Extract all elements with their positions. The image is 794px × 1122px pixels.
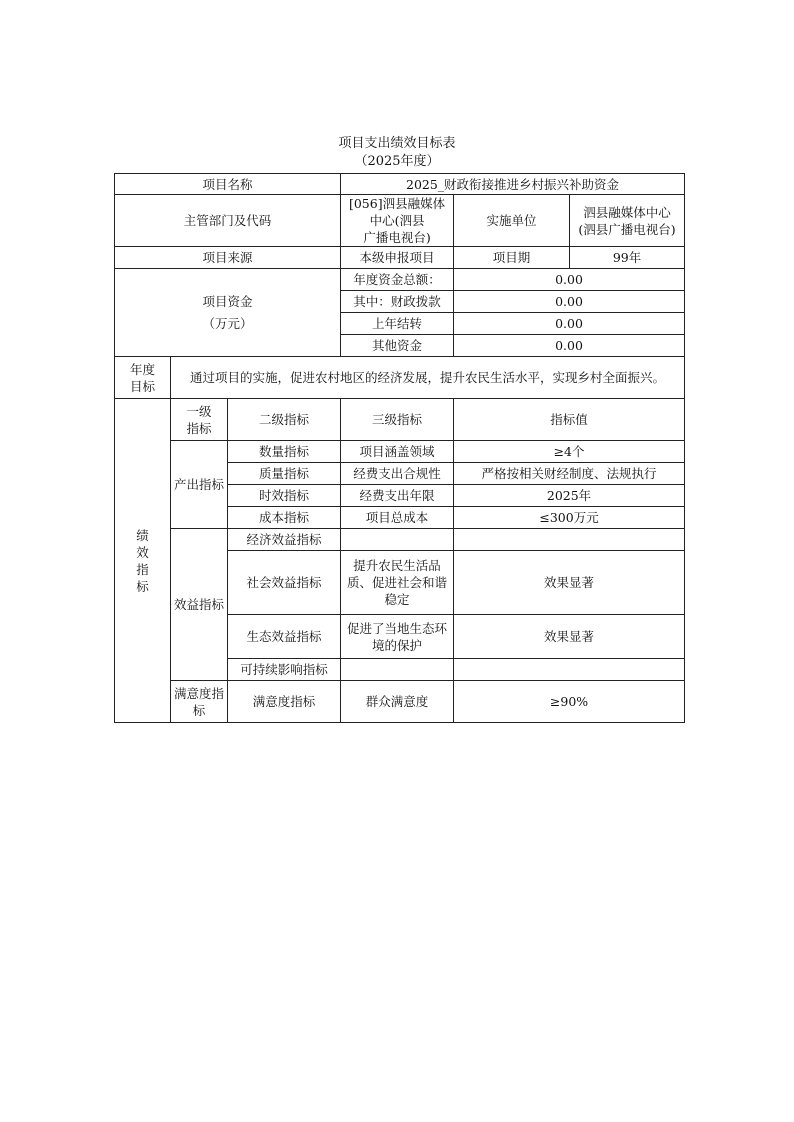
- carryover-value: 0.00: [454, 313, 685, 335]
- social-level3-line2: 质、促进社会和谐: [347, 575, 448, 590]
- goal-label-line1: 年度: [129, 361, 155, 377]
- goal-text: 通过项目的实施，促进农村地区的经济发展，提升农民生活水平，实现乡村全面振兴。: [171, 357, 685, 399]
- performance-label-char3: 指: [136, 561, 149, 577]
- benefit-indicator-label: 效益指标: [171, 529, 228, 681]
- row-department: [115, 195, 685, 247]
- social-level3-line1: 提升农民生活品: [353, 558, 441, 573]
- implementer-value: [570, 195, 685, 247]
- header-value: 指标值: [454, 399, 685, 441]
- header-level1: [171, 399, 228, 441]
- other-label: 其他资金: [341, 335, 454, 357]
- quantity-level3: 项目涵盖领域: [341, 441, 454, 463]
- timeliness-level3: 经费支出年限: [341, 485, 454, 507]
- sustainable-level2: 可持续影响指标: [228, 659, 341, 681]
- department-value: [341, 195, 454, 247]
- quantity-level2: 数量指标: [228, 441, 341, 463]
- annual-total-label: 年度资金总额：: [341, 269, 454, 291]
- performance-label-char4: 标: [136, 578, 149, 594]
- project-name-label: 项目名称: [115, 174, 341, 195]
- row-indicator-header: [115, 399, 685, 441]
- source-value: 本级申报项目: [341, 247, 454, 269]
- project-name-value: 2025_财政衔接推进乡村振兴补助资金: [341, 174, 685, 195]
- funds-label-line1: 项目资金: [202, 293, 253, 309]
- sustainable-value: [454, 659, 685, 681]
- economic-value: [454, 529, 685, 551]
- fiscal-value: 0.00: [454, 291, 685, 313]
- performance-label: [115, 399, 171, 723]
- quality-value: 严格按相关财经制度、法规执行: [454, 463, 685, 485]
- department-label: 主管部门及代码: [115, 195, 341, 247]
- timeliness-value: 2025年: [454, 485, 685, 507]
- ecological-level3-line2: 境的保护: [372, 637, 423, 653]
- row-annual-goal: [115, 357, 685, 399]
- header-level1-line1: 一级: [186, 403, 212, 419]
- funds-label: [115, 269, 341, 357]
- row-economic: [115, 529, 685, 551]
- ecological-level3-line1: 促进了当地生态环: [347, 620, 448, 636]
- social-value: 效果显著: [454, 551, 685, 615]
- quantity-value: ≥4个: [454, 441, 685, 463]
- annual-total-value: 0.00: [454, 269, 685, 291]
- social-level2: 社会效益指标: [228, 551, 341, 615]
- period-label: 项目期: [454, 247, 570, 269]
- social-level3: [341, 551, 454, 615]
- source-label: 项目来源: [115, 247, 341, 269]
- ecological-value: 效果显著: [454, 615, 685, 659]
- row-annual-total: [115, 269, 685, 291]
- row-satisfaction: [115, 681, 685, 723]
- output-indicator-label: 产出指标: [171, 441, 228, 529]
- funds-unit: （万元）: [202, 315, 253, 331]
- ecological-level3: [341, 615, 454, 659]
- other-value: 0.00: [454, 335, 685, 357]
- satisfaction-level3: 群众满意度: [341, 681, 454, 723]
- department-value-line2: 广播电视台): [363, 230, 431, 245]
- goal-label: [115, 357, 171, 399]
- social-level3-line3: 稳定: [384, 592, 410, 607]
- cost-value: ≤300万元: [454, 507, 685, 529]
- goal-label-line2: 目标: [129, 378, 155, 394]
- timeliness-level2: 时效指标: [228, 485, 341, 507]
- document-year: （2025年度）: [354, 154, 440, 169]
- satisfaction-label-line1: 满意度指: [173, 685, 224, 701]
- carryover-label: 上年结转: [341, 313, 454, 335]
- row-project-name: [115, 174, 685, 195]
- quality-level3: 经费支出合规性: [341, 463, 454, 485]
- implementer-value-line1: 泗县融媒体中心: [583, 204, 671, 220]
- satisfaction-level2: 满意度指标: [228, 681, 341, 723]
- row-quantity: [115, 441, 685, 463]
- implementer-label: 实施单位: [454, 195, 570, 247]
- performance-label-char1: 绩: [136, 527, 149, 543]
- document-title: 项目支出绩效目标表: [338, 136, 456, 151]
- performance-target-table: [114, 173, 685, 723]
- satisfaction-label-line2: 标: [192, 702, 206, 718]
- satisfaction-indicator-label: [171, 681, 228, 723]
- sustainable-level3: [341, 659, 454, 681]
- performance-label-char2: 效: [136, 544, 149, 560]
- satisfaction-value: ≥90%: [454, 681, 685, 723]
- header-level2: 二级指标: [228, 399, 341, 441]
- cost-level3: 项目总成本: [341, 507, 454, 529]
- header-level1-line2: 指标: [186, 420, 212, 436]
- period-value: 99年: [570, 247, 685, 269]
- quality-level2: 质量指标: [228, 463, 341, 485]
- department-value-line1: [056]泗县融媒体中心(泗县: [348, 196, 446, 228]
- ecological-level2: 生态效益指标: [228, 615, 341, 659]
- implementer-value-line2: (泗县广播电视台): [578, 221, 676, 237]
- economic-level2: 经济效益指标: [228, 529, 341, 551]
- economic-level3: [341, 529, 454, 551]
- cost-level2: 成本指标: [228, 507, 341, 529]
- header-level3: 三级指标: [341, 399, 454, 441]
- fiscal-label: 其中：财政拨款: [341, 291, 454, 313]
- row-source: [115, 247, 685, 269]
